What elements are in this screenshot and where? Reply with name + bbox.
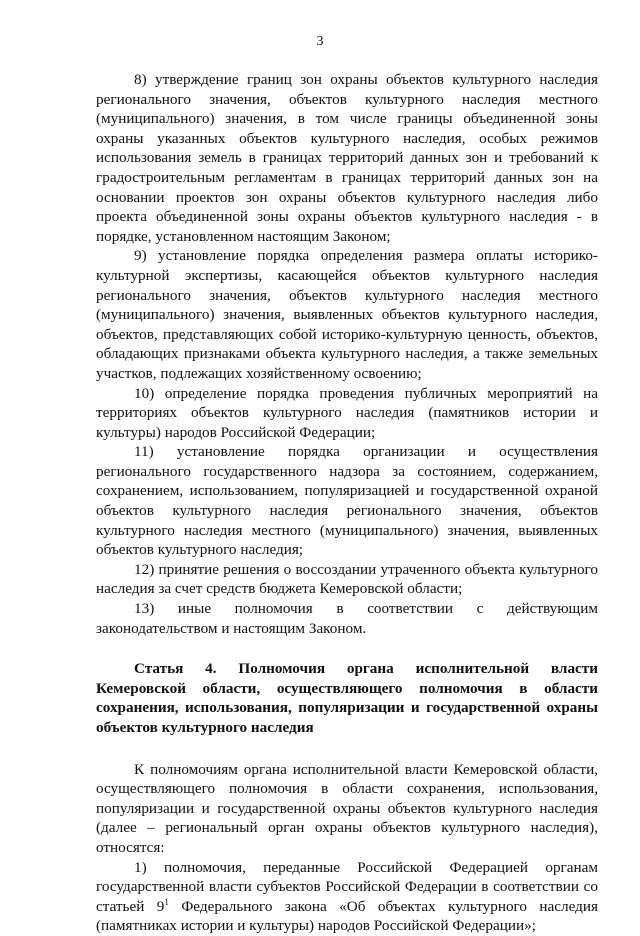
article-point-1-continuation: Федерального закона «Об объектах культурного наследия (памятниках истории и культуры) народов Российской Федерации»; (96, 897, 598, 935)
article-point-1-text: 1) полномочия, переданные Российской Федерацией органам государственной власти субъектов Российской Федерации в соответствии со статьей 9 (96, 858, 598, 915)
list-item-8: 8) утверждение границ зон охраны объектов культурного наследия регионального значения, объектов культурного наследия местного (муниципального) значения, в том числе границы объединенной зоны охраны указанных объектов культурного наследия, особых режимов использования земель в границах территорий данных зон и требований к градостроительным регламентам в границах территорий данных зон на основании проектов зон охраны объектов культурного наследия либо проекта объединенной зоны охраны объектов культурного наследия - в порядке, установленном настоящим Законом; (96, 71, 598, 245)
page-number: 3 (316, 34, 324, 49)
list-item-12: 12) принятие решения о воссоздании утраченного объекта культурного наследия за счет средств бюджета Кемеровской области; (96, 560, 598, 598)
list-item-10: 10) определение порядка проведения публичных мероприятий на территориях объектов культурного наследия (памятников истории и культуры) народов Российской Федерации; (96, 384, 598, 441)
document-body (96, 70, 598, 936)
list-item-9: 9) установление порядка определения размера оплаты историко-культурной экспертизы, касающейся объектов культурного наследия регионального значения, объектов культурного наследия местного (муниципального) значения, выявленных объектов культурного наследия, объектов, представляющих собой историко-культурную ценность, объектов, обладающих признаками объекта культурного наследия, а также земельных участков, подлежащих хозяйственному освоению; (96, 247, 598, 382)
article-heading: Статья 4. Полномочия органа исполнительной власти Кемеровской области, осуществляющего полномочия в области сохранения, использования, популяризации и государственной охраны объектов культурного наследия (96, 660, 598, 736)
list-item-13: 13) иные полномочия в соответствии с действующим законодательством и настоящим Законом. (96, 600, 598, 637)
article-intro: К полномочиям органа исполнительной власти Кемеровской области, осуществляющего полномочия в области сохранения, использования, популяризации и государственной охраны объектов культурного наследия (далее – региональный орган охраны объектов культурного наследия), относятся: (96, 760, 598, 856)
article-reference-superscript: 1 (164, 896, 169, 907)
article-point-1 (96, 858, 598, 936)
list-item-11: 11) установление порядка организации и осуществления регионального государственного надзора за состоянием, содержанием, сохранением, использованием, популяризацией и государственной охраной объектов культурного наследия регионального значения, объектов культурного наследия местного (муниципального) значения, выявленных объектов культурного наследия; (96, 443, 598, 559)
